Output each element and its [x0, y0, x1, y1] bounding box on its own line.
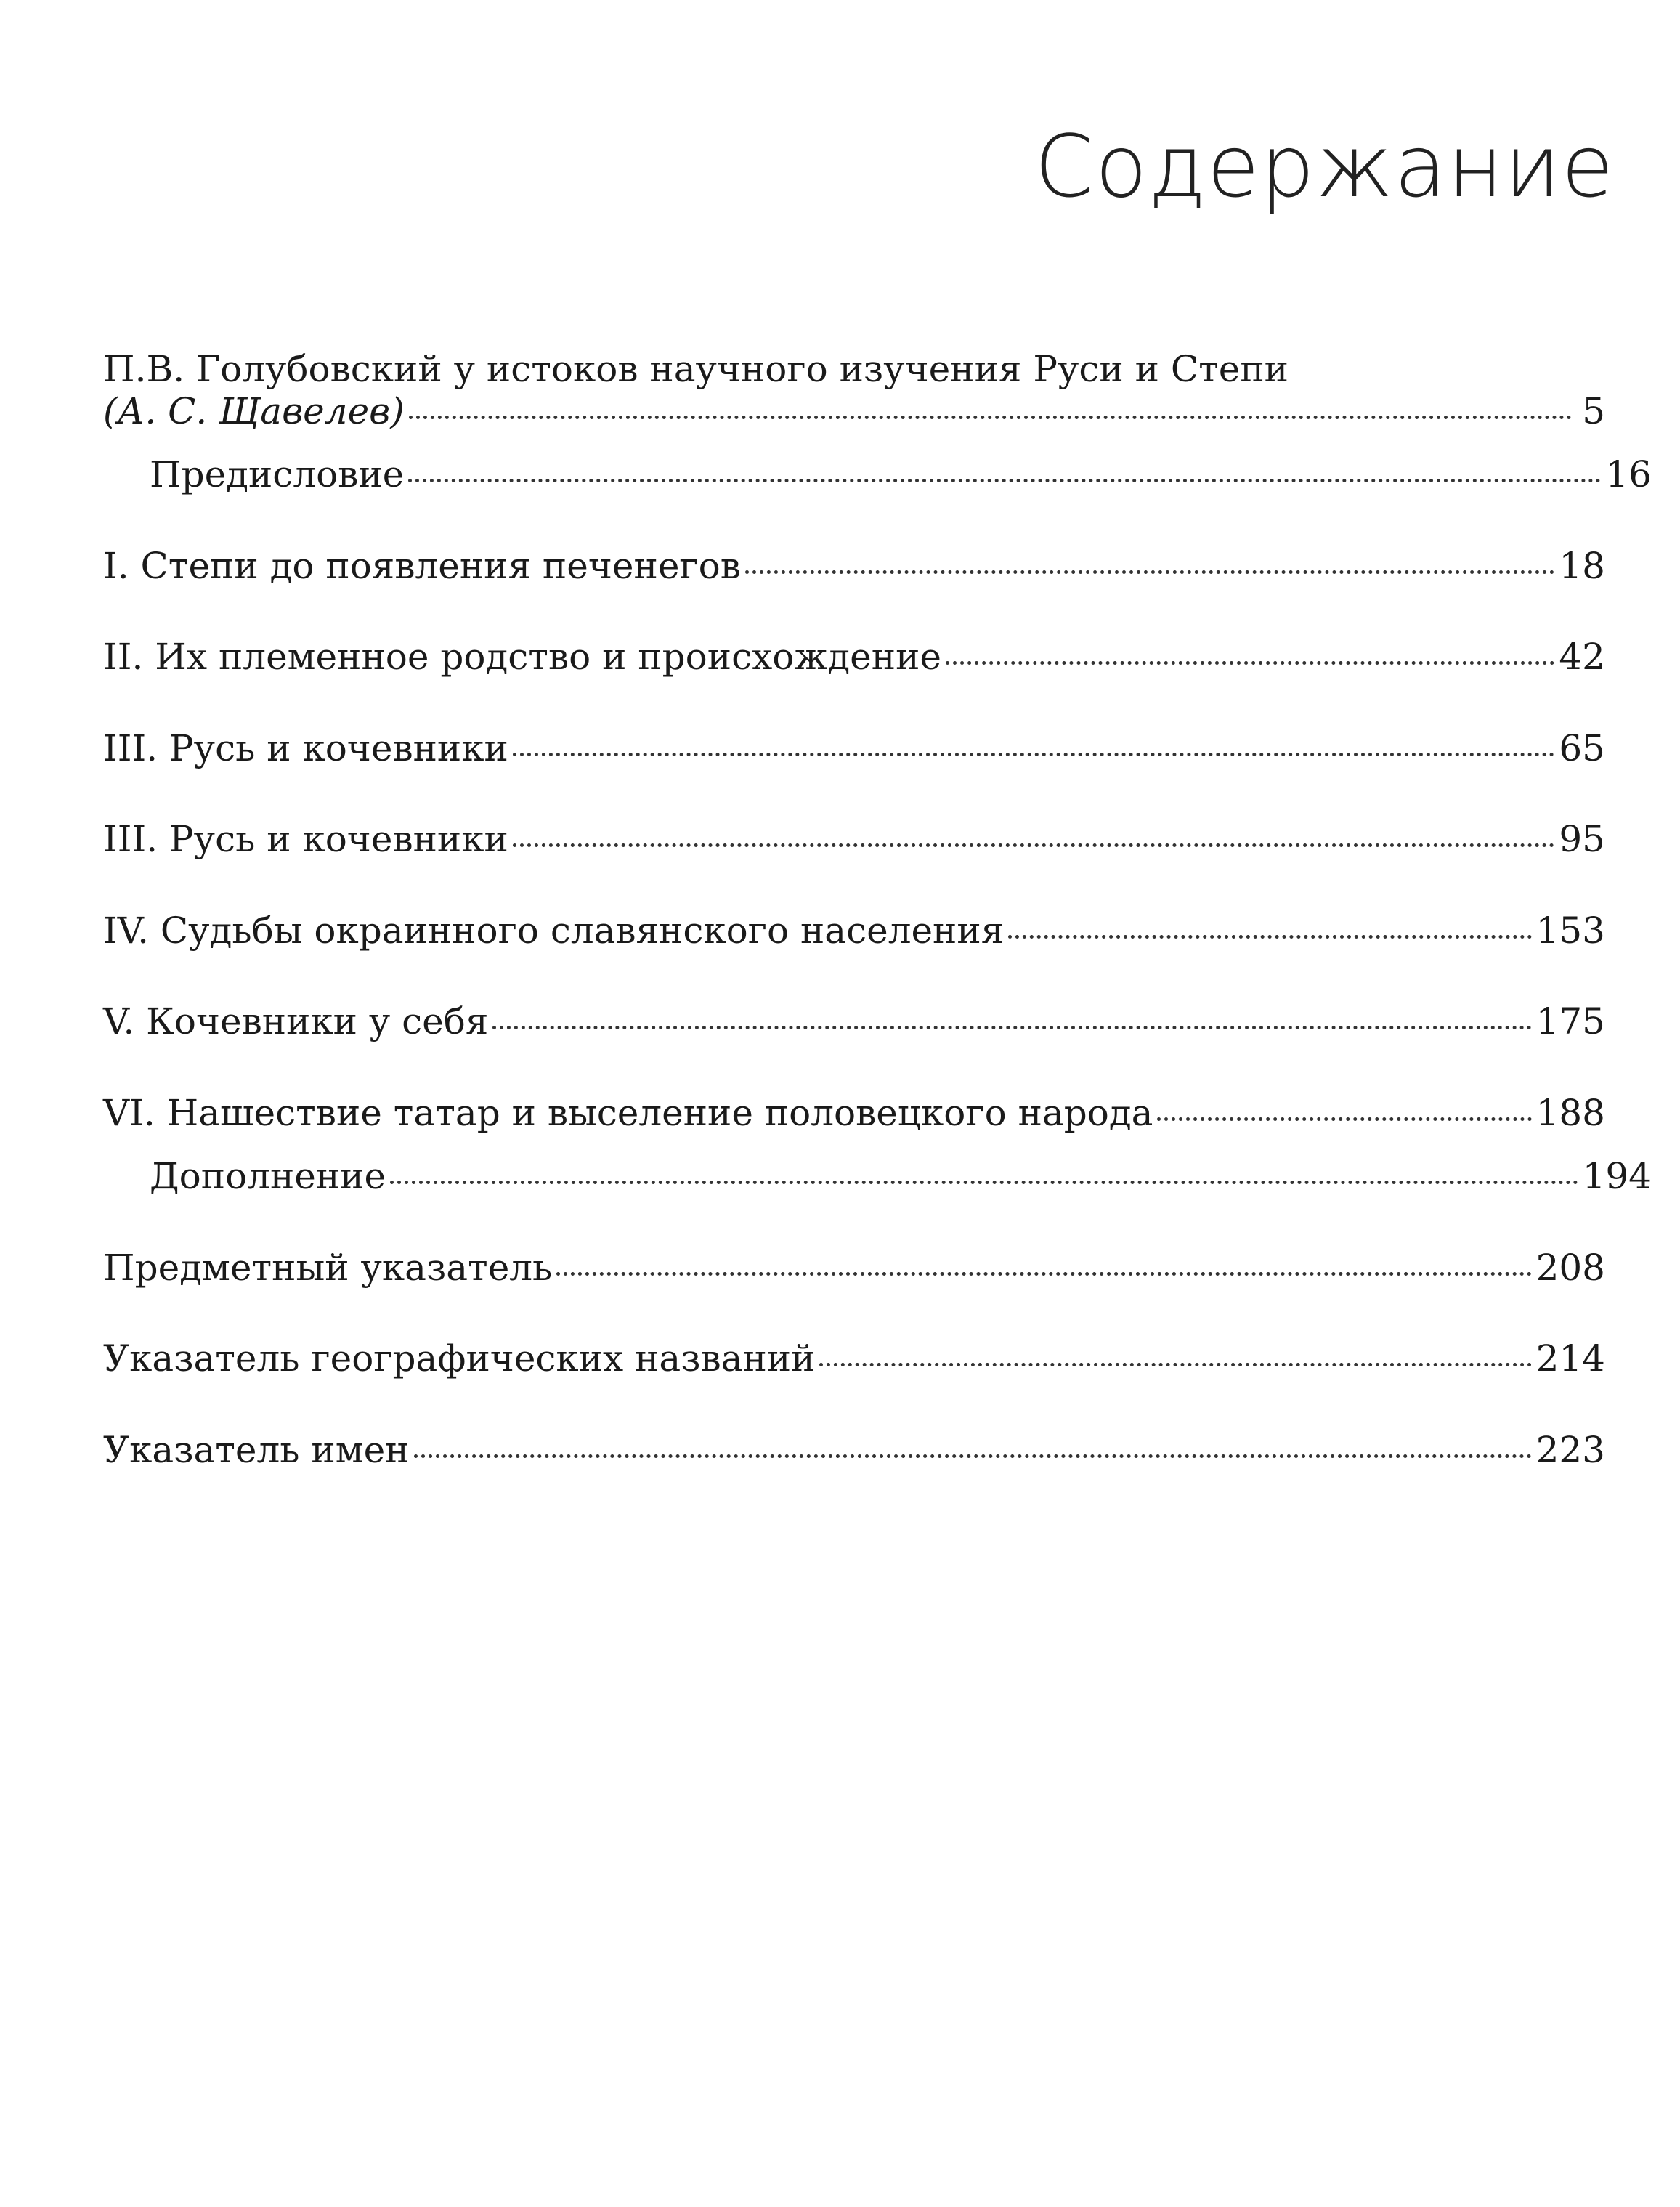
toc-entry-intro-author: (А. С. Щавелев) [103, 389, 405, 432]
dot-leader [492, 1026, 1531, 1029]
toc-entry-label: IV. Судьбы окраинного славянского населения [103, 909, 1005, 952]
toc-entry-label: VI. Нашествие татар и выселение половецкого народа [103, 1091, 1153, 1134]
toc-entry-label: Указатель географических названий [103, 1337, 816, 1380]
page-number: 5 [1582, 389, 1605, 432]
page-number: 95 [1559, 818, 1605, 860]
page-number: 188 [1535, 1091, 1605, 1134]
toc-entry-preface[interactable] [103, 454, 1652, 496]
toc-entry-subject-index[interactable] [103, 1247, 1605, 1289]
dot-leader [513, 843, 1555, 847]
page-number: 223 [1535, 1428, 1605, 1471]
dot-leader [946, 661, 1554, 665]
dot-leader [556, 1272, 1531, 1276]
dot-leader [409, 416, 1572, 419]
toc-entry-chapter-3a[interactable] [103, 728, 1605, 770]
page-number: 42 [1559, 636, 1605, 678]
dot-leader [513, 753, 1555, 756]
toc-entry-label: Предисловие [150, 453, 405, 495]
toc-entry-label: II. Их племенное родство и происхождение [103, 636, 941, 678]
dot-leader [1008, 935, 1531, 939]
toc-entry-intro-title: П.В. Голубовский у истоков научного изучения Руси и Степи [103, 348, 1289, 390]
page-number: 18 [1559, 544, 1605, 587]
page-number: 175 [1535, 1000, 1605, 1042]
toc-entry-chapter-4[interactable] [103, 910, 1605, 952]
toc-entry-label: III. Русь и кочевники [103, 726, 508, 769]
page-number: 194 [1582, 1155, 1652, 1197]
page-number: 65 [1559, 726, 1605, 769]
toc-entry-appendix[interactable] [103, 1156, 1652, 1198]
dot-leader [390, 1181, 1578, 1184]
toc-entry-geo-index[interactable] [103, 1338, 1605, 1380]
toc-entry-label: V. Кочевники у себя [103, 1000, 489, 1042]
dot-leader [408, 479, 1601, 482]
dot-leader [1157, 1117, 1531, 1121]
toc-entry-chapter-5[interactable] [103, 1001, 1605, 1043]
toc-entry-label: III. Русь и кочевники [103, 818, 508, 860]
dot-leader [414, 1454, 1532, 1458]
toc-entry-chapter-3b[interactable] [103, 819, 1605, 861]
toc-entry-label: Указатель имен [103, 1428, 410, 1471]
page-number: 214 [1535, 1337, 1605, 1380]
toc-entry-label: Дополнение [150, 1155, 386, 1197]
toc-entry-intro[interactable] [103, 349, 1605, 432]
toc-entry-chapter-2[interactable] [103, 636, 1605, 679]
page-number: 153 [1535, 909, 1605, 952]
toc-entry-label: Предметный указатель [103, 1246, 553, 1289]
toc-entry-chapter-6[interactable] [103, 1093, 1605, 1135]
dot-leader [819, 1363, 1531, 1366]
toc-entry-name-index[interactable] [103, 1430, 1605, 1472]
page-number: 208 [1535, 1246, 1605, 1289]
table-of-contents [103, 348, 1652, 1471]
page-title: Содержание [1034, 116, 1615, 216]
dot-leader [745, 570, 1555, 574]
toc-entry-chapter-1[interactable] [103, 546, 1605, 588]
toc-entry-label: I. Степи до появления печенегов [103, 544, 741, 587]
page-number: 16 [1605, 453, 1652, 495]
